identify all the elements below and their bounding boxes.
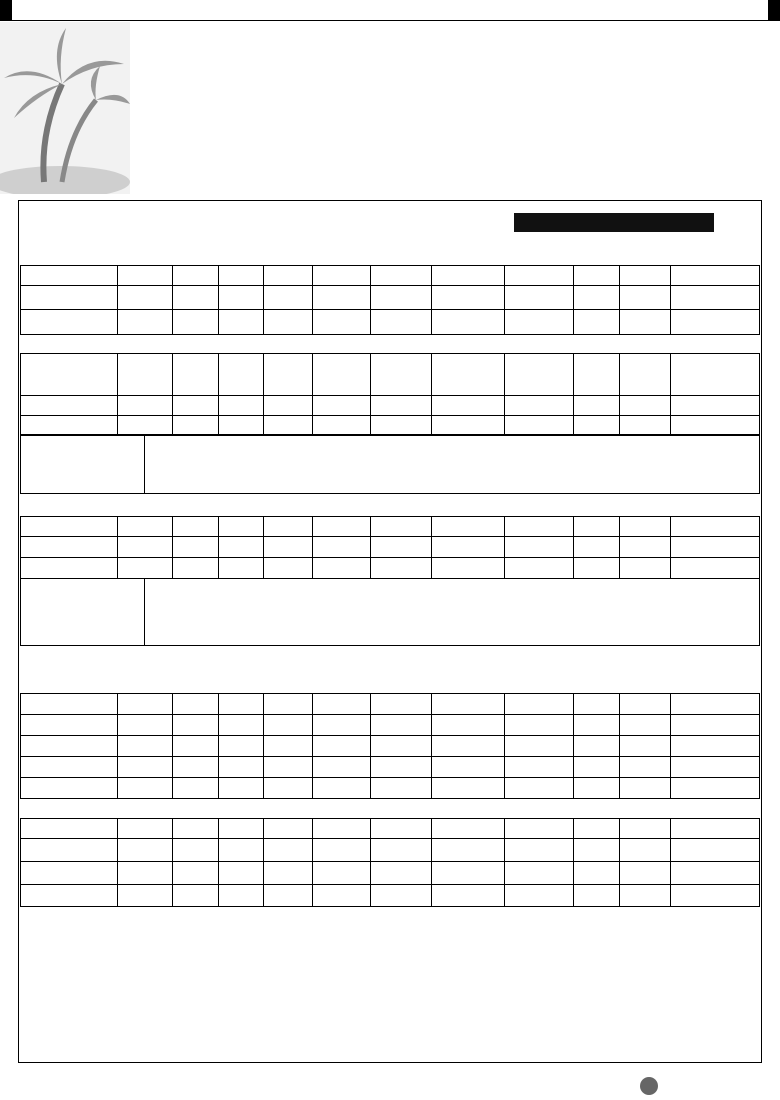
price-cell bbox=[219, 517, 264, 537]
row-label bbox=[21, 694, 118, 715]
price-cell bbox=[504, 839, 573, 862]
price-cell bbox=[118, 839, 173, 862]
price-cell bbox=[670, 757, 759, 778]
price-cell bbox=[312, 558, 371, 579]
price-cell bbox=[312, 694, 371, 715]
price-cell bbox=[219, 310, 264, 335]
price-cell bbox=[312, 819, 371, 839]
price-cell bbox=[431, 354, 504, 396]
route-c-price-table bbox=[20, 516, 760, 579]
price-cell bbox=[573, 354, 620, 396]
route-e-row bbox=[20, 651, 760, 669]
price-cell bbox=[431, 715, 504, 736]
row-label bbox=[21, 778, 118, 799]
price-cell bbox=[219, 558, 264, 579]
table-row bbox=[21, 354, 760, 396]
price-cell bbox=[263, 286, 312, 310]
footer-logo-icon bbox=[640, 1077, 658, 1095]
price-cell bbox=[371, 885, 432, 907]
price-cell bbox=[172, 416, 219, 436]
table-row bbox=[21, 517, 760, 537]
price-cell bbox=[573, 757, 620, 778]
price-cell bbox=[263, 266, 312, 286]
row-label bbox=[21, 819, 118, 839]
table-row bbox=[21, 310, 760, 335]
price-cell bbox=[431, 416, 504, 436]
row-label bbox=[21, 416, 118, 436]
price-cell bbox=[118, 517, 173, 537]
top-rule bbox=[0, 20, 780, 21]
row-label bbox=[21, 286, 118, 310]
price-cell bbox=[620, 819, 671, 839]
price-cell bbox=[312, 778, 371, 799]
price-cell bbox=[670, 396, 759, 416]
price-cell bbox=[431, 757, 504, 778]
price-cell bbox=[118, 354, 173, 396]
price-cell bbox=[172, 396, 219, 416]
route-b-title-row bbox=[20, 334, 760, 352]
price-cell bbox=[670, 354, 759, 396]
price-cell bbox=[573, 885, 620, 907]
price-cell bbox=[573, 517, 620, 537]
price-cell bbox=[219, 885, 264, 907]
price-cell bbox=[118, 694, 173, 715]
price-cell bbox=[670, 736, 759, 757]
price-cell bbox=[504, 537, 573, 558]
price-cell bbox=[312, 862, 371, 885]
price-cell bbox=[118, 757, 173, 778]
price-cell bbox=[172, 715, 219, 736]
table-row bbox=[21, 885, 760, 907]
table-row bbox=[21, 694, 760, 715]
row-label bbox=[21, 517, 118, 537]
price-cell bbox=[504, 286, 573, 310]
table-row bbox=[21, 286, 760, 310]
price-cell bbox=[670, 558, 759, 579]
price-cell bbox=[504, 862, 573, 885]
table-row bbox=[21, 537, 760, 558]
price-cell bbox=[263, 839, 312, 862]
price-cell bbox=[172, 885, 219, 907]
price-cell bbox=[263, 862, 312, 885]
price-cell bbox=[620, 354, 671, 396]
price-cell bbox=[670, 286, 759, 310]
row-label bbox=[21, 715, 118, 736]
ad-label-left bbox=[0, 0, 12, 20]
price-cell bbox=[573, 310, 620, 335]
price-cell bbox=[263, 558, 312, 579]
price-cell bbox=[431, 396, 504, 416]
price-cell bbox=[573, 558, 620, 579]
price-cell bbox=[371, 778, 432, 799]
price-cell bbox=[573, 266, 620, 286]
route-c-notes-label-cell bbox=[21, 579, 145, 645]
price-cell bbox=[620, 537, 671, 558]
price-cell bbox=[118, 286, 173, 310]
price-cell bbox=[371, 694, 432, 715]
price-cell bbox=[620, 839, 671, 862]
price-cell bbox=[504, 715, 573, 736]
price-cell bbox=[118, 819, 173, 839]
price-cell bbox=[219, 757, 264, 778]
price-cell bbox=[431, 819, 504, 839]
row-label bbox=[21, 266, 118, 286]
price-cell bbox=[573, 778, 620, 799]
price-cell bbox=[118, 416, 173, 436]
price-cell bbox=[431, 736, 504, 757]
price-cell bbox=[504, 558, 573, 579]
route-c-title-row bbox=[20, 497, 760, 515]
price-cell bbox=[371, 517, 432, 537]
price-cell bbox=[263, 310, 312, 335]
price-cell bbox=[431, 558, 504, 579]
price-cell bbox=[172, 537, 219, 558]
price-cell bbox=[431, 310, 504, 335]
price-cell bbox=[620, 715, 671, 736]
price-cell bbox=[172, 517, 219, 537]
price-cell bbox=[219, 819, 264, 839]
price-cell bbox=[263, 396, 312, 416]
price-cell bbox=[620, 778, 671, 799]
ad-label-right bbox=[768, 0, 780, 20]
route-b-notes bbox=[20, 434, 760, 494]
table-row bbox=[21, 862, 760, 885]
price-cell bbox=[431, 286, 504, 310]
price-cell bbox=[312, 885, 371, 907]
price-cell bbox=[371, 715, 432, 736]
price-cell bbox=[620, 310, 671, 335]
price-cell bbox=[172, 694, 219, 715]
price-cell bbox=[263, 819, 312, 839]
price-cell bbox=[371, 537, 432, 558]
price-cell bbox=[312, 310, 371, 335]
route-c-notes bbox=[20, 578, 760, 646]
price-cell bbox=[431, 266, 504, 286]
table-row bbox=[21, 819, 760, 839]
price-cell bbox=[172, 310, 219, 335]
price-cell bbox=[573, 537, 620, 558]
price-cell bbox=[670, 266, 759, 286]
price-cell bbox=[172, 558, 219, 579]
table-row bbox=[21, 396, 760, 416]
price-cell bbox=[431, 839, 504, 862]
row-label bbox=[21, 862, 118, 885]
price-cell bbox=[263, 885, 312, 907]
price-cell bbox=[504, 757, 573, 778]
route-f-title-row bbox=[20, 674, 760, 692]
price-cell bbox=[263, 736, 312, 757]
price-cell bbox=[172, 266, 219, 286]
row-label bbox=[21, 757, 118, 778]
price-cell bbox=[504, 416, 573, 436]
price-cell bbox=[620, 558, 671, 579]
price-cell bbox=[118, 396, 173, 416]
price-cell bbox=[620, 885, 671, 907]
price-cell bbox=[431, 694, 504, 715]
price-cell bbox=[573, 819, 620, 839]
price-cell bbox=[670, 694, 759, 715]
price-cell bbox=[263, 416, 312, 436]
price-cell bbox=[573, 416, 620, 436]
table-row bbox=[21, 839, 760, 862]
price-cell bbox=[219, 839, 264, 862]
price-cell bbox=[219, 715, 264, 736]
price-cell bbox=[504, 736, 573, 757]
price-cell bbox=[219, 778, 264, 799]
price-cell bbox=[371, 396, 432, 416]
price-cell bbox=[172, 757, 219, 778]
route-b-price-table bbox=[20, 353, 760, 436]
price-cell bbox=[371, 819, 432, 839]
price-cell bbox=[371, 416, 432, 436]
price-cell bbox=[670, 517, 759, 537]
price-cell bbox=[504, 819, 573, 839]
table-row bbox=[21, 416, 760, 436]
row-label bbox=[21, 310, 118, 335]
price-cell bbox=[670, 839, 759, 862]
price-cell bbox=[371, 354, 432, 396]
price-cell bbox=[371, 736, 432, 757]
price-cell bbox=[118, 266, 173, 286]
price-cell bbox=[670, 416, 759, 436]
row-label bbox=[21, 736, 118, 757]
price-cell bbox=[620, 286, 671, 310]
price-cell bbox=[670, 862, 759, 885]
price-cell bbox=[219, 266, 264, 286]
price-cell bbox=[620, 416, 671, 436]
price-cell bbox=[670, 537, 759, 558]
price-cell bbox=[312, 537, 371, 558]
price-cell bbox=[118, 715, 173, 736]
price-cell bbox=[573, 694, 620, 715]
price-cell bbox=[670, 778, 759, 799]
price-cell bbox=[504, 354, 573, 396]
price-cell bbox=[312, 839, 371, 862]
row-label bbox=[21, 396, 118, 416]
row-label bbox=[21, 558, 118, 579]
price-cell bbox=[118, 537, 173, 558]
price-cell bbox=[172, 286, 219, 310]
route-g-price-table bbox=[20, 818, 760, 907]
price-cell bbox=[504, 517, 573, 537]
route-b-notes-label-cell bbox=[21, 435, 145, 493]
price-cell bbox=[620, 862, 671, 885]
price-cell bbox=[263, 694, 312, 715]
price-cell bbox=[371, 286, 432, 310]
price-cell bbox=[172, 839, 219, 862]
price-cell bbox=[620, 266, 671, 286]
price-cell bbox=[263, 757, 312, 778]
price-cell bbox=[573, 396, 620, 416]
price-cell bbox=[172, 778, 219, 799]
price-cell bbox=[371, 757, 432, 778]
price-cell bbox=[431, 885, 504, 907]
price-cell bbox=[312, 736, 371, 757]
price-cell bbox=[620, 396, 671, 416]
price-cell bbox=[371, 266, 432, 286]
price-cell bbox=[431, 517, 504, 537]
price-cell bbox=[219, 396, 264, 416]
palm-tree-image bbox=[0, 22, 130, 194]
price-cell bbox=[573, 736, 620, 757]
price-cell bbox=[431, 778, 504, 799]
price-cell bbox=[263, 778, 312, 799]
price-cell bbox=[620, 694, 671, 715]
price-cell bbox=[670, 885, 759, 907]
price-cell bbox=[219, 286, 264, 310]
price-cell bbox=[263, 354, 312, 396]
price-cell bbox=[504, 778, 573, 799]
price-cell bbox=[263, 715, 312, 736]
price-cell bbox=[573, 715, 620, 736]
price-cell bbox=[219, 354, 264, 396]
daily-departure-badge bbox=[514, 213, 714, 232]
price-cell bbox=[118, 736, 173, 757]
price-cell bbox=[371, 558, 432, 579]
price-cell bbox=[504, 266, 573, 286]
price-cell bbox=[312, 266, 371, 286]
price-cell bbox=[371, 862, 432, 885]
price-cell bbox=[172, 736, 219, 757]
price-cell bbox=[118, 310, 173, 335]
price-cell bbox=[263, 537, 312, 558]
price-cell bbox=[504, 396, 573, 416]
row-label bbox=[21, 354, 118, 396]
price-cell bbox=[172, 354, 219, 396]
price-cell bbox=[504, 885, 573, 907]
price-cell bbox=[573, 862, 620, 885]
price-cell bbox=[312, 416, 371, 436]
route-g-title-row bbox=[20, 799, 760, 817]
price-cell bbox=[118, 862, 173, 885]
price-cell bbox=[172, 819, 219, 839]
price-cell bbox=[504, 310, 573, 335]
price-cell bbox=[172, 862, 219, 885]
price-cell bbox=[219, 694, 264, 715]
price-cell bbox=[263, 517, 312, 537]
table-row bbox=[21, 757, 760, 778]
price-cell bbox=[371, 839, 432, 862]
price-cell bbox=[670, 715, 759, 736]
price-cell bbox=[219, 537, 264, 558]
row-label bbox=[21, 839, 118, 862]
table-row bbox=[21, 266, 760, 286]
price-cell bbox=[431, 862, 504, 885]
price-cell bbox=[219, 416, 264, 436]
price-cell bbox=[670, 310, 759, 335]
price-cell bbox=[312, 715, 371, 736]
row-label bbox=[21, 885, 118, 907]
price-cell bbox=[118, 558, 173, 579]
price-cell bbox=[504, 694, 573, 715]
price-cell bbox=[620, 757, 671, 778]
price-cell bbox=[118, 778, 173, 799]
price-cell bbox=[312, 757, 371, 778]
price-cell bbox=[670, 819, 759, 839]
price-cell bbox=[573, 839, 620, 862]
price-cell bbox=[118, 885, 173, 907]
route-a-price-table bbox=[20, 265, 760, 335]
price-cell bbox=[312, 396, 371, 416]
price-cell bbox=[620, 517, 671, 537]
price-cell bbox=[312, 517, 371, 537]
route-a-title-row bbox=[20, 246, 760, 264]
price-cell bbox=[219, 862, 264, 885]
route-f-price-table bbox=[20, 693, 760, 799]
table-row bbox=[21, 558, 760, 579]
table-row bbox=[21, 736, 760, 757]
row-label bbox=[21, 537, 118, 558]
intro-text bbox=[20, 200, 520, 205]
table-row bbox=[21, 715, 760, 736]
price-cell bbox=[431, 537, 504, 558]
price-cell bbox=[573, 286, 620, 310]
price-cell bbox=[312, 286, 371, 310]
price-cell bbox=[312, 354, 371, 396]
price-cell bbox=[371, 310, 432, 335]
price-cell bbox=[219, 736, 264, 757]
price-cell bbox=[620, 736, 671, 757]
table-row bbox=[21, 778, 760, 799]
